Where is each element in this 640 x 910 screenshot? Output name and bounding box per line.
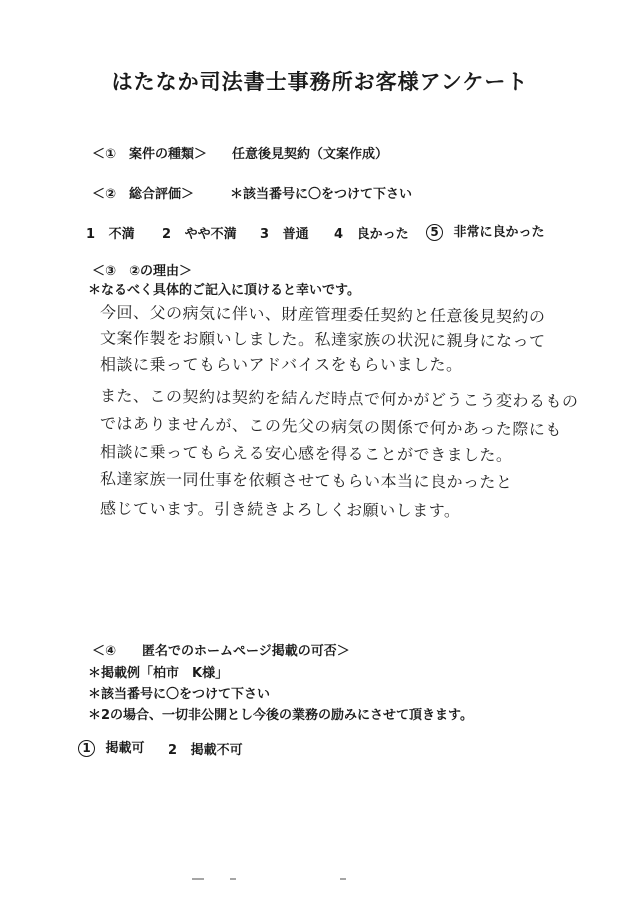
- q4-note: ＊掲載例「柏市 K様」: [88, 666, 229, 681]
- rating-option-1: [86, 223, 135, 242]
- publish-option-1: [78, 737, 145, 757]
- q1-label: ＜① 案件の種類＞: [92, 147, 208, 162]
- rating-option-text: 非常に良かった: [453, 225, 545, 240]
- rating-option-text: 普通: [282, 227, 309, 242]
- handwritten-line: また、この契約は契約を結んだ時点で何かがどうこう変わるもの: [99, 386, 579, 411]
- rating-option-2: [162, 223, 237, 242]
- handwritten-line: 相談に乗ってもらえる安心感を得ることができました。: [99, 442, 513, 465]
- q4-label: ＜④ 匿名でのホームページ掲載の可否＞: [92, 644, 350, 659]
- rating-option-5: [426, 221, 545, 241]
- handwritten-line: 私達家族一同仕事を依頼させてもらい本当に良かったと: [99, 469, 513, 492]
- q2-label: ＜② 総合評価＞: [92, 187, 195, 202]
- scan-speckles: [190, 876, 390, 882]
- publish-option-number: 2: [168, 743, 178, 758]
- q3-label: ＜③ ②の理由＞: [92, 264, 193, 279]
- q1-value: 任意後見契約（文案作成）: [232, 147, 389, 162]
- rating-option-text: やや不満: [184, 227, 237, 242]
- handwritten-line: ではありませんが、この先父の病気の関係で何かあった際にも: [99, 413, 562, 440]
- handwritten-line: 相談に乗ってもらいアドバイスをもらいました。: [100, 355, 463, 374]
- publish-option-text: 掲載不可: [190, 743, 243, 758]
- rating-option-4: [334, 223, 409, 242]
- handwritten-line: 文案作製をお願いしました。私達家族の状況に親身になって: [99, 328, 546, 351]
- rating-option-number: 1: [86, 227, 96, 242]
- rating-option-number: 4: [334, 227, 344, 242]
- rating-option-text: 不満: [108, 227, 135, 242]
- rating-option-number: 2: [162, 227, 172, 242]
- publish-option-2: [168, 739, 243, 758]
- selected-circle-mark: 5: [426, 224, 443, 241]
- rating-option-text: 良かった: [356, 227, 409, 242]
- handwritten-line: 今回、父の病気に伴い、財産管理委任契約と任意後見契約の: [99, 302, 546, 327]
- q4-note: ＊該当番号に〇をつけて下さい: [88, 687, 271, 702]
- publish-option-text: 掲載可: [105, 741, 145, 756]
- q2-note: ＊該当番号に〇をつけて下さい: [230, 187, 413, 202]
- selected-circle-mark: 1: [78, 740, 95, 757]
- q4-note: ＊2の場合、一切非公開とし今後の業務の励みにさせて頂きます。: [88, 708, 474, 723]
- page-title: はたなか司法書士事務所お客様アンケート: [111, 70, 529, 94]
- rating-option-3: [260, 223, 309, 242]
- handwritten-line: 感じています。引き続きよろしくお願いします。: [99, 498, 461, 521]
- q3-note: ＊なるべく具体的ご記入に頂けると幸いです。: [88, 283, 360, 298]
- rating-option-number: 3: [260, 227, 270, 242]
